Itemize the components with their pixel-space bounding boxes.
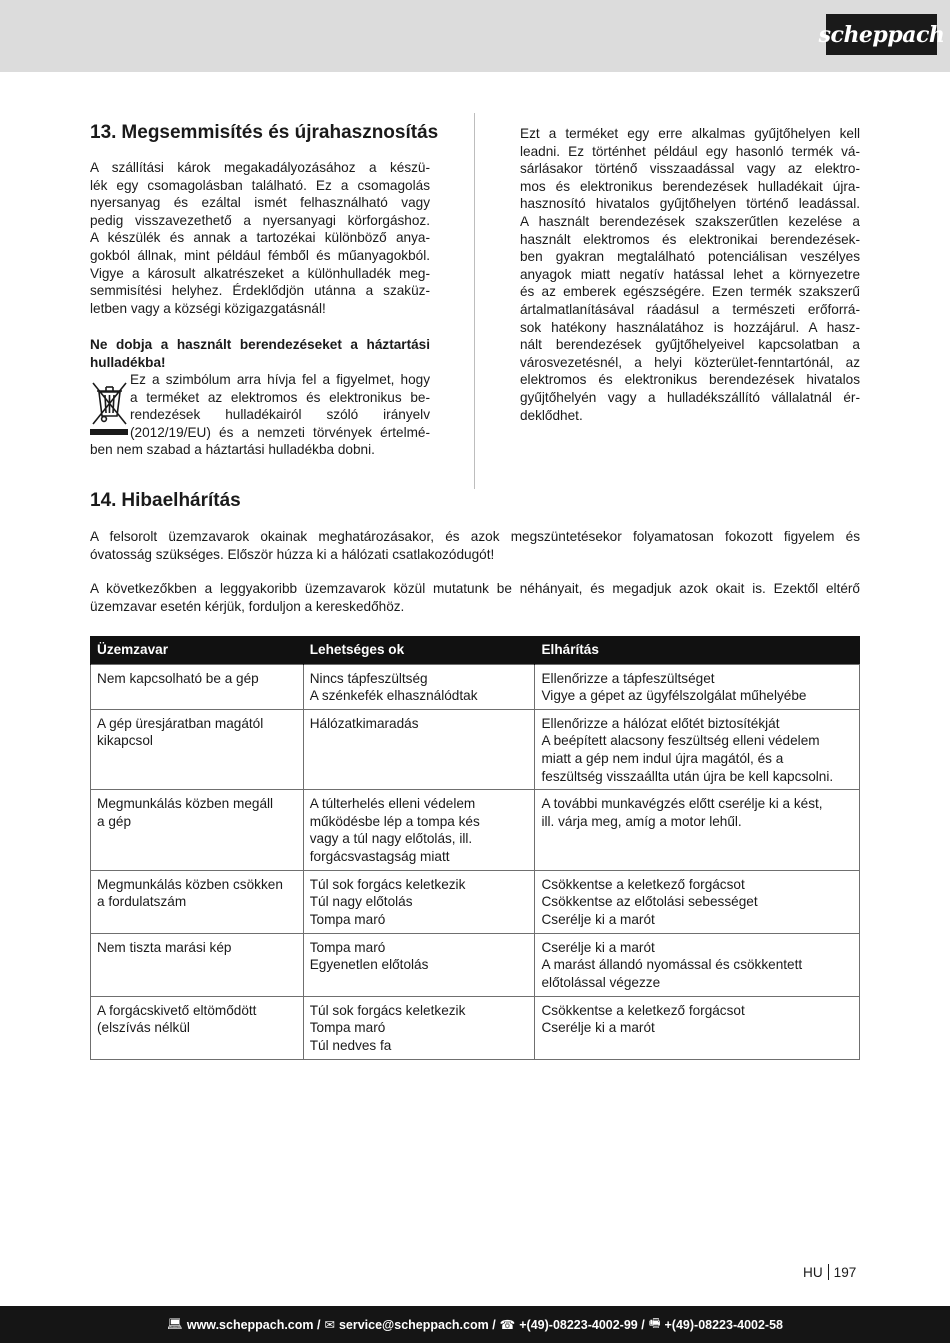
cell-line: a fordulatszám <box>97 894 187 910</box>
cell-line: A további munkavégzés előtt cserélje ki a kést, <box>541 796 823 812</box>
phone-number: +(49)-08223-4002-99 / <box>519 1317 645 1332</box>
text-line: Ez a szimbólum arra hívja fel a figyelmet, hogy <box>130 372 430 387</box>
table-row <box>91 709 860 789</box>
cell-line: működésbe lép a tompa kés <box>309 813 480 829</box>
text-line: rendezések hulladékairól szóló irányelv <box>130 407 430 423</box>
cell-remedy <box>535 709 860 789</box>
text-line: nált berendezések gyűjtőhelyeivel kapcsolatban a <box>520 337 860 353</box>
text-line: Vigye a károsult alkatrészeket a különhulladék meg- <box>90 265 430 281</box>
cell-line: Túl sok forgács keletkezik <box>309 1002 466 1018</box>
text-line: ártalmatlanításával ráadásul a természeti erőforrá- <box>520 301 860 317</box>
cell-line: Csökkentse a keletkező forgácsot <box>541 876 745 892</box>
cell-line: Túl nagy előtolás <box>309 894 413 910</box>
text-line: elektromos és elektronikus berendezések hivatalos <box>520 372 860 388</box>
cell-cause <box>303 664 535 709</box>
troubleshooting-note <box>90 580 860 615</box>
table-row <box>91 790 860 870</box>
page-number <box>803 1264 856 1280</box>
fax-icon: 🖷︎ <box>648 1316 661 1330</box>
cell-line: Vigye a gépet az ügyfélszolgálat műhelyébe <box>541 688 807 704</box>
table-header-row <box>91 636 860 664</box>
table-row <box>91 996 860 1059</box>
text-line: ben gyakran megtalálható potenciálisan veszélyes <box>520 249 860 265</box>
cell-line: Cserélje ki a marót <box>541 1020 655 1036</box>
cell-fault <box>91 664 304 709</box>
section-14-heading <box>90 490 241 512</box>
email-link[interactable]: service@scheppach.com / <box>338 1317 496 1332</box>
cell-remedy <box>535 664 860 709</box>
text-line: óvatosság szükséges. Először húzza ki a hálózati csatlakozódugót! <box>90 546 495 562</box>
cell-line: Hálózatkimaradás <box>309 715 419 731</box>
cell-line: Túl sok forgács keletkezik <box>309 876 466 892</box>
text-line: üzemzavar esetén kérjük, forduljon a kereskedőhöz. <box>90 598 405 614</box>
cell-line: Tompa maró <box>309 939 386 955</box>
collection-paragraph <box>520 125 860 424</box>
text-line: ben nem szabad a háztartási hulladékba dobni. <box>90 442 375 458</box>
cell-line: Ellenőrizze a tápfeszültséget <box>541 670 715 686</box>
fax-number: +(49)-08223-4002-58 <box>664 1317 783 1332</box>
text-line: hulladékba! <box>90 354 166 370</box>
text-line: hasznosító hivatalos gyűjtőhelyen történő leadással. <box>520 196 860 212</box>
header-cause: Lehetséges ok <box>303 636 535 664</box>
cell-line: Egyenetlen előtolás <box>309 957 429 973</box>
header-fault: Üzemzavar <box>91 636 304 664</box>
section-13-number: 13. <box>90 122 117 143</box>
cell-fault <box>91 790 304 870</box>
text-line: letben vagy a községi közigazgatásnál! <box>90 300 326 316</box>
text-line: A felsorolt üzemzavarok okainak meghatározásakor, és azok megszüntetésekor folyamatosan fokozott figyelem és <box>90 529 860 544</box>
cell-line: Túl nedves fa <box>309 1037 392 1053</box>
text-line: A készülék és annak a tartozékai különböző anya- <box>90 230 430 246</box>
cell-line: Tompa maró <box>309 1020 386 1036</box>
table-row <box>91 933 860 996</box>
cell-remedy <box>535 933 860 996</box>
cell-line: A szénkefék elhasználódtak <box>309 688 478 704</box>
text-line: A következőkben a leggyakoribb üzemzavarok közül mutatunk be néhányait, és megadjuk azok okait is. Ezektől eltérő <box>90 581 860 596</box>
cell-line: miatt a gép nem indul újra magától, és a <box>541 750 784 766</box>
cell-line: kikapcsol <box>97 733 153 749</box>
cell-cause <box>303 996 535 1059</box>
text-line: anyagok miatt negatív hatással lehet a környezetre <box>520 266 860 282</box>
telephone-icon: ☎︎ <box>499 1318 516 1332</box>
envelope-icon: ✉︎ <box>324 1318 335 1332</box>
cell-line: Csökkentse a keletkező forgácsot <box>541 1002 745 1018</box>
cell-fault <box>91 996 304 1059</box>
cell-fault <box>91 709 304 789</box>
text-line: semmisítési helyhez. Érdeklődjön utánna a szaküz- <box>90 283 430 299</box>
text-line: gokból állnak, mint például fémből és műanyagokból. <box>90 247 430 263</box>
text-line: Ezt a terméket egy erre alkalmas gyűjtőhelyen kell <box>520 126 860 141</box>
cell-line: Cserélje ki a marót <box>541 939 655 955</box>
text-line: leadni. Ez történhet például egy hasonló termék vá- <box>520 143 860 159</box>
section-14-number: 14. <box>90 490 117 511</box>
text-line: mos és elektronikus berendezések hulladékait újra- <box>520 178 860 194</box>
website-link[interactable]: www.scheppach.com / <box>186 1317 321 1332</box>
text-line: lék egy csomagolásban található. Ez a csomagolás <box>90 177 430 193</box>
section-13-heading <box>90 122 438 144</box>
scheppach-logo: scheppach <box>826 14 937 55</box>
cell-line: A beépített alacsony feszültség elleni védelem <box>541 733 820 749</box>
header-band <box>0 0 950 72</box>
text-line: városvezetésnél, a helyi közterület-fenntartónál, az <box>520 354 860 370</box>
text-line: pedig visszavezethető a nyersanyagi körforgáshoz. <box>90 212 430 228</box>
cell-line: Tompa maró <box>309 911 386 927</box>
cell-line: a gép <box>97 813 132 829</box>
column-divider <box>474 113 475 489</box>
cell-line: Ellenőrizze a hálózat előtét biztosítékját <box>541 715 780 731</box>
cell-line: Cserélje ki a marót <box>541 911 655 927</box>
cell-line: Megmunkálás közben csökken <box>97 876 283 892</box>
text-line: deklődhet. <box>520 407 583 423</box>
cell-fault <box>91 870 304 933</box>
text-line: használt elektromos és elektronikai berendezések- <box>520 231 860 247</box>
cell-line: (elszívás nélkül <box>97 1020 190 1036</box>
troubleshooting-table <box>90 636 860 1060</box>
text-line: A szállítási károk megakadályozásához a készü- <box>90 160 430 175</box>
text-line: sárlásakor történő visszaadással vagy az elektro- <box>520 161 860 177</box>
cell-line: előtolással végezze <box>541 974 661 990</box>
text-line: és az emberek egészségére. Ezen termék szakszerű <box>520 284 860 300</box>
cell-line: Nem kapcsolható be a gép <box>97 670 259 686</box>
cell-line: Nincs tápfeszültség <box>309 670 428 686</box>
cell-line: ill. várja meg, amíg a motor lehűl. <box>541 813 742 829</box>
cell-line: forgácsvastagság miatt <box>309 848 450 864</box>
warning-paragraph <box>90 336 430 371</box>
text-line: sok hatékony használatához is hozzájárul. A hasz- <box>520 319 860 335</box>
page-separator <box>828 1264 829 1280</box>
cell-remedy <box>535 870 860 933</box>
cell-line: Csökkentse az előtolási sebességet <box>541 894 758 910</box>
cell-line: Nem tiszta marási kép <box>97 939 232 955</box>
text-line: Ne dobja a használt berendezéseket a háztartási <box>90 337 430 352</box>
computer-icon: 💻︎ <box>166 1317 183 1331</box>
cell-line: A forgácskivető eltömődött <box>97 1002 257 1018</box>
cell-line: A gép üresjáratban magától <box>97 715 264 731</box>
text-line: gyűjtőhelyén vagy a hulladékszállító vállalatnál ér- <box>520 389 860 405</box>
cell-line: vagy a túl nagy előtolás, ill. <box>309 831 473 847</box>
cell-fault <box>91 933 304 996</box>
table-row <box>91 870 860 933</box>
cell-line: feszültség visszaállta után újra be kell kapcsolni. <box>541 768 834 784</box>
contact-footer <box>0 1306 950 1343</box>
troubleshooting-intro <box>90 528 860 563</box>
text-line: (2012/19/EU) és a nemzeti törvények értelmé- <box>130 424 430 440</box>
cell-cause <box>303 790 535 870</box>
section-14-title: Hibaelhárítás <box>121 490 241 511</box>
cell-remedy <box>535 996 860 1059</box>
cell-line: A marást állandó nyomással és csökkentett <box>541 957 803 973</box>
page-number-value: 197 <box>833 1264 857 1280</box>
section-13-title: Megsemmisítés és újrahasznosítás <box>121 122 439 143</box>
language-code: HU <box>803 1264 823 1280</box>
cell-cause <box>303 870 535 933</box>
cell-line: A túlterhelés elleni védelem <box>309 796 476 812</box>
cell-remedy <box>535 790 860 870</box>
text-line: A használt berendezések szakszerűtlen kezelése a <box>520 213 860 229</box>
disposal-paragraph <box>90 159 430 317</box>
table-row <box>91 664 860 709</box>
text-line: a terméket az elektromos és elektronikus be- <box>130 389 430 405</box>
cell-line: Megmunkálás közben megáll <box>97 796 274 812</box>
cell-cause <box>303 709 535 789</box>
cell-cause <box>303 933 535 996</box>
header-remedy: Elhárítás <box>535 636 860 664</box>
weee-notice <box>90 371 430 459</box>
text-line: nyersanyag és ezáltal ismét felhasználható vagy <box>90 195 430 211</box>
